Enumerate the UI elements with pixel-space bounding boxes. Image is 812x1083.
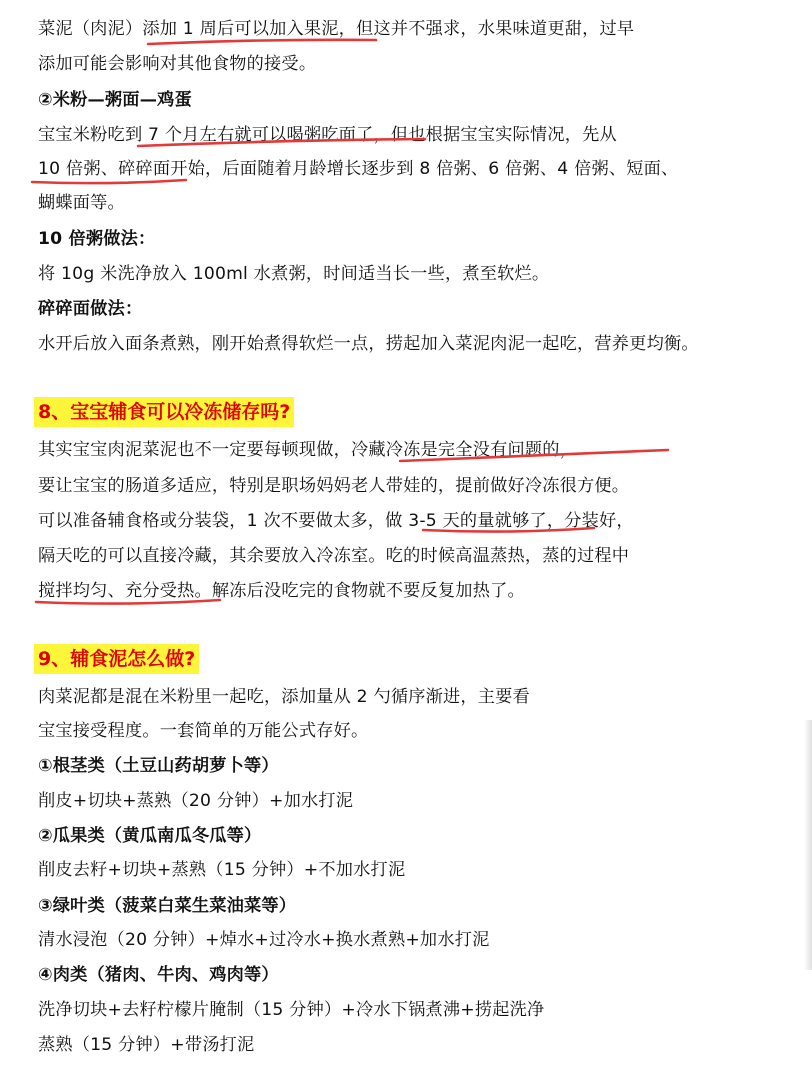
- category-heading: ③绿叶类（菠菜白菜生菜油菜等）: [38, 896, 297, 916]
- category-heading: ④肉类（猪肉、牛肉、鸡肉等）: [38, 965, 279, 985]
- category-method: 削皮去籽+切块+蒸熟（15 分钟）+不加水打泥: [38, 860, 406, 880]
- paragraph-line: 宝宝米粉吃到 7 个月左右就可以喝粥吃面了，但也根据宝宝实际情况，先从: [38, 125, 617, 145]
- paragraph-line: 隔天吃的可以直接冷藏，其余要放入冷冻室。吃的时候高温蒸热，蒸的过程中: [38, 546, 630, 566]
- category-heading: ②瓜果类（黄瓜南瓜冬瓜等）: [38, 826, 262, 846]
- paragraph-line: 10 倍粥、碎碎面开始，后面随着月龄增长逐步到 8 倍粥、6 倍粥、4 倍粥、短面、: [38, 159, 679, 179]
- recipe-heading: 碎碎面做法：: [38, 299, 143, 319]
- page-edge-shadow: [804, 720, 812, 970]
- category-method: 洗净切块+去籽柠檬片腌制（15 分钟）+冷水下锅煮沸+捞起洗净: [38, 1000, 545, 1020]
- paragraph-line: 宝宝接受程度。一套简单的万能公式存好。: [38, 721, 369, 741]
- sub-heading: ②米粉—粥面—鸡蛋: [38, 90, 192, 110]
- category-method: 清水浸泡（20 分钟）+焯水+过冷水+换水煮熟+加水打泥: [38, 930, 490, 950]
- paragraph-line: 肉菜泥都是混在米粉里一起吃，添加量从 2 勺循序渐进，主要看: [38, 687, 530, 707]
- paragraph-line: 可以准备辅食格或分装袋，1 次不要做太多，做 3-5 天的量就够了，分装好，: [38, 511, 634, 531]
- recipe-text: 将 10g 米洗净放入 100ml 水煮粥，时间适当长一些，煮至软烂。: [38, 264, 550, 284]
- section-heading: 9、辅食泥怎么做?: [34, 644, 199, 674]
- section-heading: 8、宝宝辅食可以冷冻储存吗?: [34, 397, 294, 427]
- paragraph-line: 菜泥（肉泥）添加 1 周后可以加入果泥，但这并不强求，水果味道更甜，过早: [38, 19, 635, 39]
- paragraph-line: 搅拌均匀、充分受热。解冻后没吃完的食物就不要反复加热了。: [38, 581, 525, 601]
- paragraph-line: 其实宝宝肉泥菜泥也不一定要每顿现做，冷藏冷冻是完全没有问题的，: [38, 440, 578, 460]
- category-heading: ①根茎类（土豆山药胡萝卜等）: [38, 756, 279, 776]
- recipe-heading: 10 倍粥做法：: [38, 229, 156, 249]
- recipe-text: 水开后放入面条煮熟，刚开始煮得软烂一点，捞起加入菜泥肉泥一起吃，营养更均衡。: [38, 334, 699, 354]
- category-method: 削皮+切块+蒸熟（20 分钟）+加水打泥: [38, 791, 354, 811]
- paragraph-line: 要让宝宝的肠道多适应，特别是职场妈妈老人带娃的，提前做好冷冻很方便。: [38, 476, 630, 496]
- paragraph-line: 蝴蝶面等。: [38, 193, 125, 213]
- category-method: 蒸熟（15 分钟）+带汤打泥: [38, 1035, 255, 1055]
- paragraph-line: 添加可能会影响对其他食物的接受。: [38, 54, 317, 74]
